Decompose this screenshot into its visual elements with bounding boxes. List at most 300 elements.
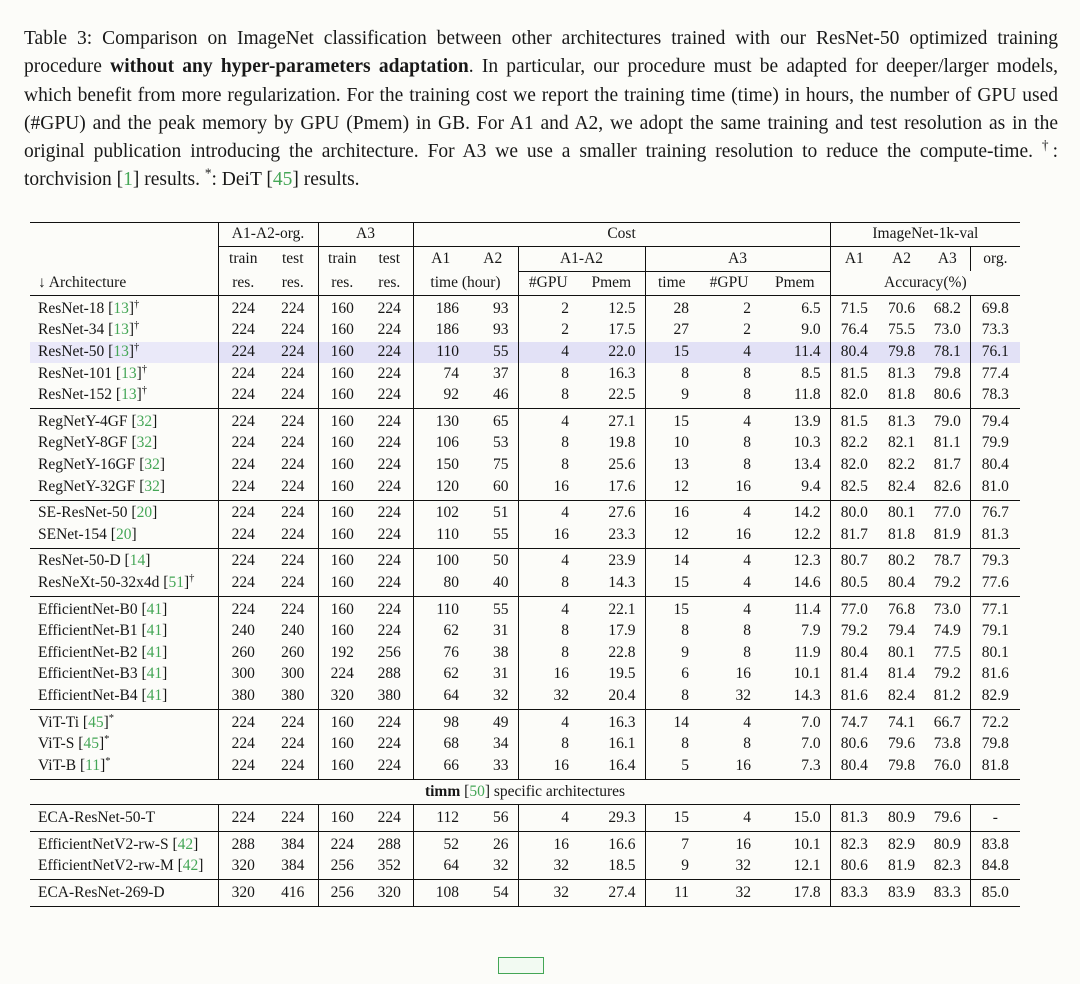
table-cell: 380 — [377, 686, 401, 704]
table-cell: 16.3 — [608, 713, 636, 731]
table-cell: 8 — [743, 434, 752, 452]
citation-link[interactable]: 42 — [182, 857, 199, 875]
table-cell: 224 — [281, 321, 305, 339]
table-row — [30, 455, 1020, 477]
table-cell: 81.9 — [933, 525, 961, 543]
table-cell: 4 — [518, 342, 578, 364]
table-cell: 192 — [318, 642, 366, 664]
table-cell: 81.3 — [888, 364, 916, 382]
table-cell: 8 — [518, 385, 578, 409]
table-row — [30, 734, 1020, 756]
table-cell: 416 — [281, 883, 305, 901]
table-cell: 224 — [377, 552, 401, 570]
table-cell: 4 — [518, 597, 578, 621]
table-cell: 15 — [645, 573, 698, 597]
table-cell: 83.3 — [830, 880, 878, 907]
table-cell: 256 — [377, 643, 401, 661]
table-cell: 10 — [645, 433, 698, 455]
section-row — [30, 779, 1020, 805]
table-cell: 16 — [735, 665, 752, 683]
table-cell: 224 — [281, 477, 305, 495]
table-cell: 224 — [218, 710, 268, 734]
table-cell: 4 — [518, 805, 578, 832]
table-cell: 81.6 — [830, 685, 878, 709]
table-cell: 110 — [413, 342, 468, 364]
citation-link[interactable]: 13 — [121, 386, 137, 404]
table-cell: 160 — [318, 476, 366, 500]
citation-link[interactable]: 32 — [136, 412, 153, 430]
table-cell: 20.4 — [608, 686, 636, 704]
table-cell: 8 — [518, 363, 578, 385]
citation-link[interactable]: 50 — [469, 782, 485, 800]
table-cell: 224 — [218, 385, 268, 409]
table-cell: 224 — [318, 832, 366, 856]
table-cell: 160 — [318, 455, 366, 477]
table-cell: 80.6 — [830, 734, 878, 756]
table-cell: 81.8 — [888, 525, 916, 543]
citation-link[interactable]: 45 — [88, 713, 104, 731]
table-cell: 150 — [413, 455, 468, 477]
table-row — [30, 342, 1020, 364]
table-cell: 224 — [377, 574, 401, 591]
table-cell: 102 — [413, 500, 468, 524]
table-cell: 224 — [218, 755, 268, 779]
citation-link[interactable]: 41 — [146, 643, 163, 661]
table-cell: 224 — [377, 622, 401, 640]
architecture-cell: ECA-ResNet-50-T — [38, 808, 156, 826]
table-cell: 16.4 — [608, 756, 636, 774]
table-cell: 77.5 — [933, 643, 961, 661]
citation-link[interactable]: 41 — [146, 665, 163, 683]
page-link-marker[interactable] — [498, 957, 544, 974]
table-cell: 12.2 — [793, 525, 821, 543]
table-cell: 224 — [377, 600, 401, 618]
table-cell: 70.6 — [888, 299, 916, 317]
table-cell: 76 — [413, 642, 468, 664]
table-cell: 8 — [518, 621, 578, 643]
table-cell: 16.6 — [608, 835, 636, 853]
architecture-cell: EfficientNetV2-rw-M [42] — [38, 857, 204, 875]
footnote-marker: * — [108, 712, 114, 724]
citation-link[interactable]: 14 — [129, 552, 146, 570]
table-cell: 11.4 — [760, 342, 830, 364]
table-cell: 10.3 — [793, 434, 821, 452]
table-cell: 300 — [218, 664, 268, 686]
table-cell: 100 — [413, 548, 468, 572]
header-res: res. — [281, 274, 304, 292]
table-cell: 8 — [518, 573, 578, 597]
table-cell: 160 — [318, 363, 366, 385]
architecture-cell: ViT-S [45]* — [38, 734, 110, 753]
table-cell: 9 — [645, 856, 698, 880]
table-cell: 80.6 — [830, 856, 878, 880]
table-cell: 78.7 — [933, 552, 961, 570]
table-cell: 16 — [735, 477, 752, 495]
table-cell: 18.5 — [608, 857, 636, 875]
table-cell: 79.6 — [933, 808, 961, 826]
table-cell: 224 — [318, 664, 366, 686]
table-cell: 224 — [377, 299, 401, 317]
table-cell: 17.8 — [793, 883, 821, 901]
table-cell: 13.9 — [793, 412, 821, 430]
header-spacer — [30, 247, 218, 272]
table-cell: 92 — [413, 385, 468, 409]
table-cell: 54 — [493, 883, 509, 901]
citation-link[interactable]: 11 — [85, 756, 101, 774]
header-test: test — [281, 249, 304, 267]
table-cell: 14 — [645, 548, 698, 572]
table-row — [30, 524, 1020, 548]
table-cell: 23.3 — [608, 525, 636, 543]
table-cell: 80.4 — [830, 642, 878, 664]
table-cell: 352 — [377, 857, 401, 875]
table-cell: 83.8 — [970, 832, 1020, 856]
table-cell: 93 — [493, 299, 509, 317]
table-caption — [0, 0, 1080, 195]
table-cell: 4 — [743, 552, 752, 570]
table-cell: 8 — [743, 456, 752, 474]
footnote-marker: † — [134, 341, 140, 353]
table-cell: 82.6 — [933, 477, 961, 495]
table-cell: 81.7 — [830, 524, 878, 548]
table-cell: 224 — [281, 713, 305, 731]
table-cell: 77.6 — [970, 573, 1020, 597]
architecture-cell: RegNetY-16GF [32] — [38, 456, 166, 474]
table-cell: 14.3 — [793, 686, 821, 704]
table-row — [30, 880, 1020, 907]
table-cell: 260 — [218, 642, 268, 664]
citation-link[interactable]: 13 — [113, 299, 129, 317]
table-cell: 10.1 — [793, 835, 821, 853]
table-cell: 9 — [645, 642, 698, 664]
table-cell: 80.1 — [888, 504, 916, 522]
table-cell: 224 — [281, 434, 305, 452]
architecture-cell: EfficientNet-B4 [41] — [38, 686, 168, 704]
table-cell: 9 — [645, 385, 698, 409]
citation-link[interactable]: 32 — [144, 456, 160, 474]
table-cell: 384 — [281, 835, 305, 853]
table-cell: 224 — [218, 734, 268, 756]
citation-link[interactable]: 20 — [136, 504, 153, 522]
table-cell: 160 — [318, 409, 366, 433]
architecture-cell: ResNet-50 [13]† — [30, 342, 218, 364]
table-cell: 320 — [218, 880, 268, 907]
table-cell: 22.1 — [608, 600, 636, 618]
table-cell: 12 — [645, 524, 698, 548]
table-group — [30, 597, 1020, 710]
table-cell: 288 — [218, 832, 268, 856]
table-cell: 82.4 — [888, 686, 916, 704]
table-cell: 224 — [281, 552, 305, 570]
table-cell: 15 — [645, 597, 698, 621]
citation-link[interactable]: 41 — [146, 686, 163, 704]
table-cell: 9.0 — [801, 321, 821, 339]
table-cell: 8 — [743, 386, 752, 404]
table-cell: 22.8 — [608, 643, 636, 661]
table-cell: 8 — [518, 433, 578, 455]
table-cell: 300 — [281, 665, 305, 683]
header-a3-resgroup: A3 — [318, 222, 413, 247]
table-cell: 4 — [743, 412, 752, 430]
caption-text: : torchvision [ — [24, 141, 1059, 191]
table-cell: 79.2 — [933, 665, 961, 683]
architecture-cell: ResNet-152 [13]† — [38, 385, 148, 404]
table-cell: 8 — [518, 734, 578, 756]
table-cell: 82.9 — [970, 685, 1020, 709]
table-cell: 82.4 — [888, 477, 916, 495]
architecture-cell: EfficientNet-B0 [41] — [38, 600, 168, 618]
header-test: test — [378, 249, 401, 267]
table-cell: 76.0 — [933, 756, 961, 774]
table-cell: 83.9 — [888, 883, 916, 901]
table-cell: 14 — [645, 710, 698, 734]
table-row — [30, 856, 1020, 880]
table-cell: 224 — [377, 386, 401, 404]
table-cell: 82.3 — [830, 832, 878, 856]
header-a1: A1 — [413, 247, 468, 272]
table-cell: 93 — [493, 321, 509, 339]
table-cell: 224 — [281, 735, 305, 753]
table-cell: 9.4 — [801, 477, 821, 495]
table-group — [30, 409, 1020, 500]
table-cell: 224 — [377, 525, 401, 543]
table-cell: 2 — [743, 321, 752, 339]
table-group — [30, 832, 1020, 880]
section-title: timm [50] specific architectures — [424, 782, 626, 800]
table-cell: 160 — [318, 734, 366, 756]
table-cell: 110 — [413, 524, 468, 548]
footnote-marker: † — [134, 298, 140, 310]
header-val-a3: A3 — [937, 249, 957, 267]
table-row — [30, 755, 1020, 779]
table-cell: 80.9 — [888, 808, 916, 826]
table-cell: 49 — [493, 713, 509, 731]
table-cell: 31 — [493, 665, 509, 683]
table-cell: 224 — [377, 735, 401, 753]
citation-link[interactable]: 32 — [144, 477, 160, 495]
table-cell: 53 — [493, 434, 509, 452]
table-cell: 224 — [281, 574, 305, 591]
citation-link[interactable]: 13 — [113, 321, 129, 339]
architecture-cell: EfficientNet-B1 [41] — [38, 622, 168, 640]
table-cell: 240 — [281, 622, 305, 640]
citation-link[interactable]: 1 — [123, 169, 133, 191]
table-cell: 74.7 — [830, 710, 878, 734]
table-cell: 83.3 — [933, 883, 961, 901]
table-row — [30, 642, 1020, 664]
table-cell: 4 — [518, 500, 578, 524]
table-cell: 79.2 — [933, 574, 961, 591]
table-cell: 8.5 — [801, 364, 821, 382]
table-cell: 16 — [735, 525, 752, 543]
footnote-marker: † — [141, 385, 148, 397]
header-a3: A3 — [645, 247, 830, 272]
table-cell: 69.8 — [970, 296, 1020, 320]
table-cell: 4 — [743, 574, 752, 591]
footnote-marker: † — [1041, 137, 1053, 153]
table-cell: 62 — [413, 621, 468, 643]
table-cell: 8 — [743, 735, 752, 753]
table-cell: 65 — [493, 412, 509, 430]
header-a12-org: A1-A2-org. — [218, 222, 318, 247]
table-cell: 4 — [743, 713, 752, 731]
table-cell: 28 — [645, 296, 698, 320]
table-row — [30, 710, 1020, 734]
table-cell: 224 — [218, 476, 268, 500]
table-cell: 79.8 — [933, 364, 961, 382]
citation-link[interactable]: 13 — [113, 343, 129, 361]
architecture-cell: ResNet-50-D [14] — [38, 552, 151, 570]
table-cell: 81.8 — [970, 755, 1020, 779]
table-cell: 74 — [413, 363, 468, 385]
table-cell: 32 — [735, 857, 752, 875]
table-cell: 260 — [281, 643, 305, 661]
table-cell: 32 — [735, 686, 752, 704]
table-cell: 8 — [645, 621, 698, 643]
table-cell: 26 — [493, 835, 509, 853]
header-val-org: org. — [970, 247, 1020, 272]
table-cell: 73.0 — [933, 600, 961, 618]
table-cell: 64 — [413, 856, 468, 880]
table-cell: 224 — [218, 548, 268, 572]
table-cell: 81.6 — [970, 664, 1020, 686]
table-cell: 51 — [493, 504, 509, 522]
table-cell: 15 — [645, 342, 698, 364]
citation-link[interactable]: 42 — [177, 835, 194, 853]
table-cell: 2 — [518, 296, 578, 320]
table-cell: 37 — [493, 364, 509, 382]
architecture-cell: ViT-Ti [45]* — [38, 712, 114, 731]
table-cell: 19.8 — [608, 434, 636, 452]
table-cell: 4 — [698, 342, 760, 364]
footnote-marker: * — [105, 755, 111, 767]
table-cell: 64 — [413, 685, 468, 709]
table-cell: 32 — [493, 857, 509, 875]
table-cell: 23.9 — [608, 552, 636, 570]
table-cell: 55 — [468, 342, 518, 364]
citation-link[interactable]: 45 — [83, 735, 99, 753]
table-cell: 224 — [281, 456, 305, 474]
table-cell: 4 — [518, 710, 578, 734]
table-cell: 14.3 — [608, 574, 636, 591]
table-cell: 224 — [268, 342, 318, 364]
table-cell: 80 — [413, 573, 468, 597]
table-cell: 77.1 — [970, 597, 1020, 621]
table-cell: 82.9 — [888, 835, 916, 853]
table-row — [30, 664, 1020, 686]
table-group — [30, 710, 1020, 780]
table-cell: 224 — [377, 504, 401, 522]
architecture-cell: ResNet-34 [13]† — [38, 320, 140, 339]
table-cell: 120 — [413, 476, 468, 500]
table-cell: 17.5 — [608, 321, 636, 339]
table-cell: 12.5 — [608, 299, 636, 317]
table-cell: 40 — [493, 574, 509, 591]
header-train: train — [218, 247, 268, 272]
table-cell: 160 — [318, 597, 366, 621]
table-cell: 11.8 — [794, 386, 821, 404]
citation-link[interactable]: 51 — [168, 574, 184, 591]
citation-link[interactable]: 41 — [146, 622, 163, 640]
table-cell: 4 — [743, 600, 752, 618]
table-row — [30, 409, 1020, 433]
table-cell: 27.4 — [608, 883, 636, 901]
citation-link[interactable]: 41 — [146, 600, 163, 618]
table-cell: 16.3 — [608, 364, 636, 382]
table-row — [30, 597, 1020, 621]
header-train: train — [318, 247, 366, 272]
architecture-cell: EfficientNet-B2 [41] — [38, 643, 168, 661]
table-cell: 80.4 — [830, 342, 878, 364]
table-row — [30, 476, 1020, 500]
table-cell: 17.6 — [608, 477, 636, 495]
table-cell: 80.6 — [933, 386, 961, 404]
table-cell: 160 — [318, 296, 366, 320]
table-cell: 82.5 — [830, 476, 878, 500]
table-cell: 79.8 — [888, 756, 916, 774]
table-cell: 16 — [645, 500, 698, 524]
table-group — [30, 296, 1020, 409]
table-row — [30, 500, 1020, 524]
table-cell: 224 — [218, 573, 268, 597]
header-a2: A2 — [483, 249, 503, 267]
citation-link[interactable]: 45 — [272, 169, 293, 191]
table-cell: 80.9 — [933, 835, 961, 853]
table-cell: 224 — [377, 808, 401, 826]
table-cell: 224 — [218, 363, 268, 385]
header-res: res. — [218, 271, 268, 296]
table-row — [30, 433, 1020, 455]
table-cell: 224 — [281, 525, 305, 543]
table-row — [30, 685, 1020, 709]
table-row — [30, 548, 1020, 572]
table-cell: 27 — [645, 320, 698, 342]
table-cell: 13 — [645, 455, 698, 477]
table-cell: 224 — [281, 299, 305, 317]
table-cell: 19.5 — [608, 665, 636, 683]
caption-text: ] results. — [292, 169, 360, 191]
table-cell: 16 — [518, 832, 578, 856]
citation-link[interactable]: 13 — [121, 364, 137, 382]
table-cell: 32 — [518, 880, 578, 907]
table-cell: 14.2 — [793, 504, 821, 522]
table-cell: 108 — [413, 880, 468, 907]
table-row — [30, 385, 1020, 409]
citation-link[interactable]: 32 — [136, 434, 153, 452]
table-cell: 79.0 — [933, 412, 961, 430]
table-cell: 380 — [218, 685, 268, 709]
table-cell: 160 — [318, 433, 366, 455]
table-cell: 16.1 — [608, 735, 636, 753]
table-cell: 84.8 — [970, 856, 1020, 880]
table-cell: 16 — [518, 476, 578, 500]
footnote-marker: † — [141, 363, 148, 375]
table-cell: 79.2 — [830, 621, 878, 643]
table-cell: 224 — [218, 500, 268, 524]
table-cell: 224 — [377, 364, 401, 382]
caption-text: . In particular, our procedure must be adapted for deeper/larger models, which benefit from more regularization. For the training cost we report the training time (time) in hours, the number of GPU used (#GPU) and the peak memory by GPU (Pmem) in GB. For A1 and A2, we adopt the same training and test resolution as in the original publication introducing the architecture. For A3 we use a smaller training resolution to reduce the compute-time. — [24, 56, 1059, 163]
table-cell: 66.7 — [933, 713, 961, 731]
table-cell: 80.1 — [970, 642, 1020, 664]
table-cell: 81.9 — [888, 857, 916, 875]
citation-link[interactable]: 20 — [115, 525, 132, 543]
table-cell: 76.8 — [888, 600, 916, 618]
table-cell: 80.5 — [830, 573, 878, 597]
table-cell: 77.4 — [970, 363, 1020, 385]
table-cell: 50 — [493, 552, 509, 570]
table-cell: 224 — [218, 409, 268, 433]
table-cell: 82.3 — [933, 857, 961, 875]
